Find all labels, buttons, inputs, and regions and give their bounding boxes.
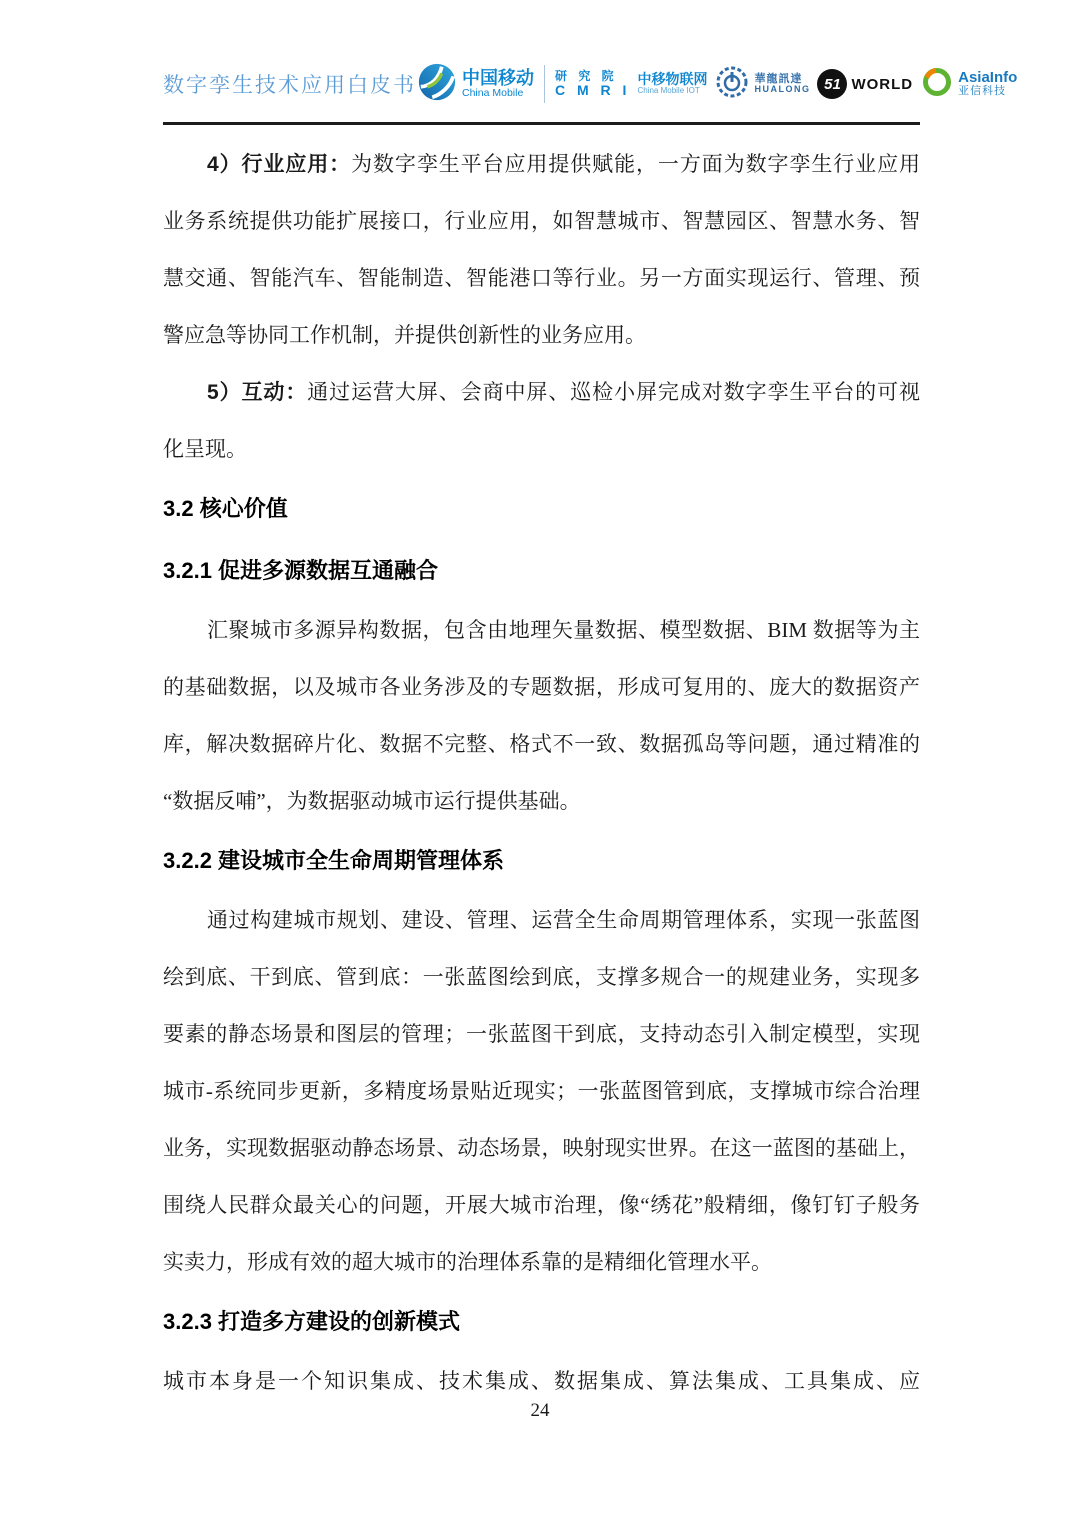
cmri-logo xyxy=(555,70,630,97)
iot-en-label: China Mobile IOT xyxy=(637,86,700,96)
page-number: 24 xyxy=(530,1400,550,1421)
section-heading-3-2-1: 3.2.1 促进多源数据互通融合 xyxy=(163,558,439,583)
page-content xyxy=(163,136,920,1410)
item-4-lead: 4）行业应用： xyxy=(207,153,352,176)
paragraph-line: 业务系统提供功能扩展接口，行业应用，如智慧城市、智慧园区、智慧水务、智 xyxy=(163,209,920,233)
asiainfo-en-label: AsiaInfo xyxy=(958,69,1018,87)
paragraph-line: 的基础数据，以及城市各业务涉及的专题数据，形成可复用的、庞大的数据资产 xyxy=(163,675,920,699)
paragraph-line: 城市本身是一个知识集成、技术集成、数据集成、算法集成、工具集成、应 xyxy=(163,1369,920,1393)
paragraph-line: 城市-系统同步更新，多精度场景贴近现实；一张蓝图管到底，支撑城市综合治理 xyxy=(163,1079,920,1103)
partner-logos xyxy=(416,61,1017,108)
hualong-logo xyxy=(714,64,810,105)
paragraph-line: 围绕人民群众最关心的问题，开展大城市治理，像“绣花”般精细，像钉钉子般务 xyxy=(163,1193,920,1217)
china-mobile-en-label: China Mobile xyxy=(462,86,524,99)
paragraph-line: 通过构建城市规划、建设、管理、运营全生命周期管理体系，实现一张蓝图 xyxy=(207,908,920,932)
asiainfo-logo xyxy=(920,65,1017,104)
china-mobile-iot-logo xyxy=(637,72,707,95)
paragraph-line: 慧交通、智能汽车、智能制造、智能港口等行业。另一方面实现运行、管理、预 xyxy=(163,266,920,290)
paragraph-line xyxy=(163,364,920,421)
asiainfo-cn-label: 亚信科技 xyxy=(958,85,1007,98)
paragraph-line: 实卖力，形成有效的超大城市的治理体系靠的是精细化管理水平。 xyxy=(163,1250,772,1274)
header-rule xyxy=(163,122,920,125)
page-header xyxy=(163,54,1018,114)
china-mobile-cn-label: 中国移动 xyxy=(462,68,534,89)
section-heading-3-2: 3.2 核心价值 xyxy=(163,496,288,521)
china-mobile-icon xyxy=(416,61,458,108)
logo-divider xyxy=(544,65,545,103)
cmri-cn-label: 研 究 院 xyxy=(555,69,618,84)
paragraph-text: 通过运营大屏、会商中屏、巡检小屏完成对数字孪生平台的可视 xyxy=(307,380,920,404)
51-circle-icon: 51 xyxy=(817,69,847,99)
world-label: WORLD xyxy=(851,75,914,93)
iot-cn-label: 中移物联网 xyxy=(637,71,708,88)
paragraph-line xyxy=(163,136,920,193)
paragraph-line: 业务，实现数据驱动静态场景、动态场景，映射现实世界。在这一蓝图的基础上， xyxy=(163,1136,920,1160)
51world-logo xyxy=(817,69,913,99)
paragraph-line: “数据反哺”，为数据驱动城市运行提供基础。 xyxy=(163,789,581,813)
paragraph-line: 要素的静态场景和图层的管理；一张蓝图干到底，支持动态引入制定模型，实现 xyxy=(163,1022,920,1046)
paragraph-text: 为数字孪生平台应用提供赋能，一方面为数字孪生行业应用 xyxy=(351,152,920,176)
paragraph-line: 化呈现。 xyxy=(163,437,247,461)
cmri-en-label: C M R I xyxy=(555,81,631,98)
section-heading-3-2-3: 3.2.3 打造多方建设的创新模式 xyxy=(163,1309,461,1334)
paragraph-line: 汇聚城市多源异构数据，包含由地理矢量数据、模型数据、BIM 数据等为主 xyxy=(207,618,920,642)
paragraph-line: 警应急等协同工作机制，并提供创新性的业务应用。 xyxy=(163,323,646,347)
asiainfo-ring-icon xyxy=(920,65,954,104)
china-mobile-logo xyxy=(416,61,534,108)
paragraph-line: 绘到底、干到底、管到底：一张蓝图绘到底，支撑多规合一的规建业务，实现多 xyxy=(163,965,920,989)
hualong-gear-icon xyxy=(714,64,750,105)
paragraph-line: 库，解决数据碎片化、数据不完整、格式不一致、数据孤岛等问题，通过精准的 xyxy=(163,732,920,756)
item-5-lead: 5）互动： xyxy=(207,381,308,404)
hualong-en-label: HUALONG xyxy=(754,84,811,95)
doc-title: 数字孪生技术应用白皮书 xyxy=(163,73,416,97)
hualong-cn-label: 華龍訊達 xyxy=(754,72,803,85)
section-heading-3-2-2: 3.2.2 建设城市全生命周期管理体系 xyxy=(163,848,505,873)
